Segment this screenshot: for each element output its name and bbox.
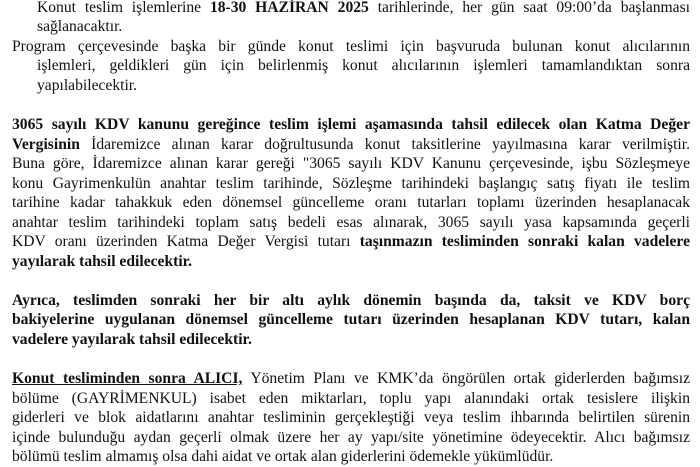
p5-line-1 <box>12 369 690 389</box>
p5-line-2: bölüme (GAYRİMENKUL) isabet eden miktarları, toplu yapı alanındaki ortak tesislere ilişkin <box>12 390 690 407</box>
date-range-bold: 18-30 HAZİRAN 2025 <box>209 0 369 16</box>
p1-line-2: sağlanacaktır. <box>37 18 123 35</box>
p5-line-3: giderleri ve blok aidatlarını anahtar tesliminin gerçekleştiği veya teslim ihbarında belirtilen sürenin <box>12 409 690 426</box>
p2-line-1: Program çerçevesinde başka bir günde konut teslimi için başvuruda bulunan konut alıcılarının <box>12 38 690 55</box>
p3-line-7 <box>12 232 690 252</box>
p3-bold-phrase: taşınmazın tesliminden sonraki kalan vadelere <box>359 233 690 250</box>
p3-text-2: KDV oranı üzerinden Katma Değer Vergisi tutarı <box>12 233 360 250</box>
p2-line-3: yapılabilecektir. <box>37 77 138 94</box>
p1-text: Konut teslim işlemlerine <box>37 0 210 16</box>
p3-line-4: konu Gayrimenkulün anahtar teslim tarihinde, Sözleşme tarihindeki başlangıç satış fiyatı ile teslim <box>12 175 690 192</box>
p1-text-2: tarihlerinde, her gün saat 09:00’da başlanması <box>368 0 690 16</box>
p3-line-8: yayılarak tahsil edilecektir. <box>12 253 193 270</box>
p5-text: Yönetim Planı ve KMK’da öngörülen ortak giderlerden bağımsız <box>242 370 690 387</box>
p1-line-1 <box>37 0 690 18</box>
p5-line-4: içinde bulunduğu aydan geçerli olmak üzere her ay yapı/site yönetimine ödeyecektir. Alıcı bağımsız <box>12 429 690 446</box>
p3-line-5: tarihine kadar tahakkuk eden dönemsel güncelleme oranı tutarları toplamı üzerinden hesaplanacak <box>12 194 690 211</box>
buyer-heading-underlined: Konut tesliminden sonra ALICI, <box>12 370 243 387</box>
p3-line-1: 3065 sayılı KDV kanunu gereğince teslim işlemi aşamasında tahsil edilecek olan Katma Değer <box>12 116 690 133</box>
p4-line-2: bakiyelerine uygulanan dönemsel güncelleme tutarı üzerinden hesaplanan KDV tutarı, kalan <box>12 311 690 328</box>
p4-line-3: vadelere yayılarak tahsil edilecektir. <box>12 331 252 348</box>
p3-line-6: anahtar teslim tarihindeki toplam satış bedeli esas alınarak, 3065 sayılı yasa kapsamında geçerli <box>12 214 690 231</box>
p2-line-2: işlemleri, geldikleri gün için belirlenmiş konut alıcılarının işlemleri tamamlandıktan sonra <box>37 57 690 74</box>
p3-line-3: Buna göre, İdaremizce alınan karar gereği "3065 sayılı KDV Kanunu çerçevesinde, işbu Sözleşmeye <box>12 155 690 172</box>
p3-bold-word: Vergisinin <box>12 136 80 153</box>
p3-text: İdaremizce alınan karar doğrultusunda konut taksitlerine yayılmasına karar verilmiştir. <box>79 136 690 153</box>
p5-line-5: bölümü teslim almamış olsa dahi aidat ve ortak alan giderlerini ödemekle yükümlüdür. <box>12 448 554 465</box>
p4-line-1: Ayrıca, teslimden sonraki her bir altı aylık dönemin başında da, taksit ve KDV borç <box>12 292 690 309</box>
p3-line-2 <box>12 135 690 155</box>
